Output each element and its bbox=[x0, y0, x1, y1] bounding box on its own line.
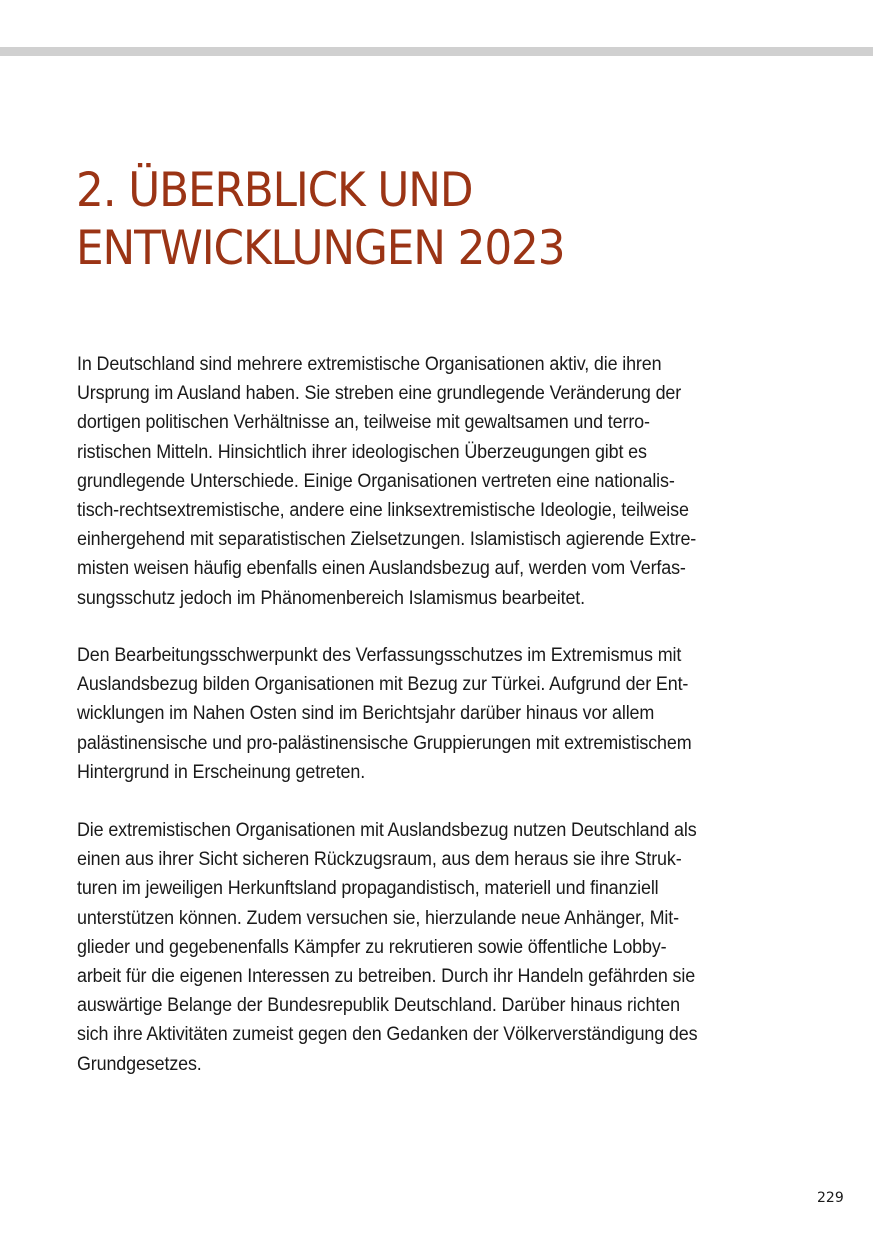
text-line: unterstützen können. Zudem versuchen sie, hierzulande neue Anhänger, Mit- bbox=[77, 906, 679, 929]
text-line: glieder und gegebenenfalls Kämpfer zu rekrutieren sowie öffentliche Lobby- bbox=[77, 935, 667, 958]
paragraph-intro bbox=[77, 350, 817, 613]
text-line: einhergehend mit separatistischen Zielsetzungen. Islamistisch agierende Extre- bbox=[77, 528, 697, 551]
text-line: Den Bearbeitungsschwerpunkt des Verfassungsschutzes im Extremismus mit bbox=[77, 644, 682, 666]
chapter-title-line: ENTWICKLUNGEN 2023 bbox=[76, 221, 565, 276]
page-number: 229 bbox=[817, 1190, 844, 1206]
header-band bbox=[0, 47, 873, 56]
text-line: ristischen Mitteln. Hinsichtlich ihrer ideologischen Überzeugungen gibt es bbox=[77, 440, 647, 463]
text-line: sungsschutz jedoch im Phänomenbereich Islamismus bearbeitet. bbox=[77, 586, 585, 609]
text-line: tisch-rechtsextremistische, andere eine linksextremistische Ideologie, teilweise bbox=[77, 499, 689, 522]
text-line: turen im jeweiligen Herkunftsland propagandistisch, materiell und finanziell bbox=[77, 877, 659, 900]
text-line: In Deutschland sind mehrere extremistische Organisationen aktiv, die ihren bbox=[77, 353, 662, 375]
text-line: misten weisen häufig ebenfalls einen Auslandsbezug auf, werden vom Verfas- bbox=[77, 557, 686, 580]
text-line: einen aus ihrer Sicht sicheren Rückzugsraum, aus dem heraus sie ihre Struk- bbox=[77, 848, 682, 871]
text-line: sich ihre Aktivitäten zumeist gegen den Gedanken der Völkerverständigung des bbox=[77, 1023, 698, 1046]
text-line: palästinensische und pro-palästinensische Gruppierungen mit extremistischem bbox=[77, 731, 692, 754]
paragraph-focus bbox=[77, 641, 817, 787]
text-line: Die extremistischen Organisationen mit Auslandsbezug nutzen Deutschland als bbox=[77, 819, 697, 841]
paragraph-activities bbox=[77, 816, 817, 1079]
text-line: dortigen politischen Verhältnisse an, teilweise mit gewaltsamen und terro- bbox=[77, 411, 650, 434]
text-line: auswärtige Belange der Bundesrepublik Deutschland. Darüber hinaus richten bbox=[77, 994, 680, 1017]
text-line: arbeit für die eigenen Interessen zu betreiben. Durch ihr Handeln gefährden sie bbox=[77, 965, 696, 988]
text-line: Hintergrund in Erscheinung getreten. bbox=[77, 760, 366, 783]
text-line: Ursprung im Ausland haben. Sie streben eine grundlegende Veränderung der bbox=[77, 382, 682, 405]
chapter-title bbox=[76, 162, 564, 278]
text-line: grundlegende Unterschiede. Einige Organisationen vertreten eine nationalis- bbox=[77, 469, 675, 492]
text-line: Grundgesetzes. bbox=[77, 1052, 202, 1075]
chapter-title-line: 2. ÜBERBLICK UND bbox=[76, 163, 473, 218]
text-line: Auslandsbezug bilden Organisationen mit Bezug zur Türkei. Aufgrund der Ent- bbox=[77, 673, 689, 696]
text-line: wicklungen im Nahen Osten sind im Berichtsjahr darüber hinaus vor allem bbox=[77, 702, 655, 725]
